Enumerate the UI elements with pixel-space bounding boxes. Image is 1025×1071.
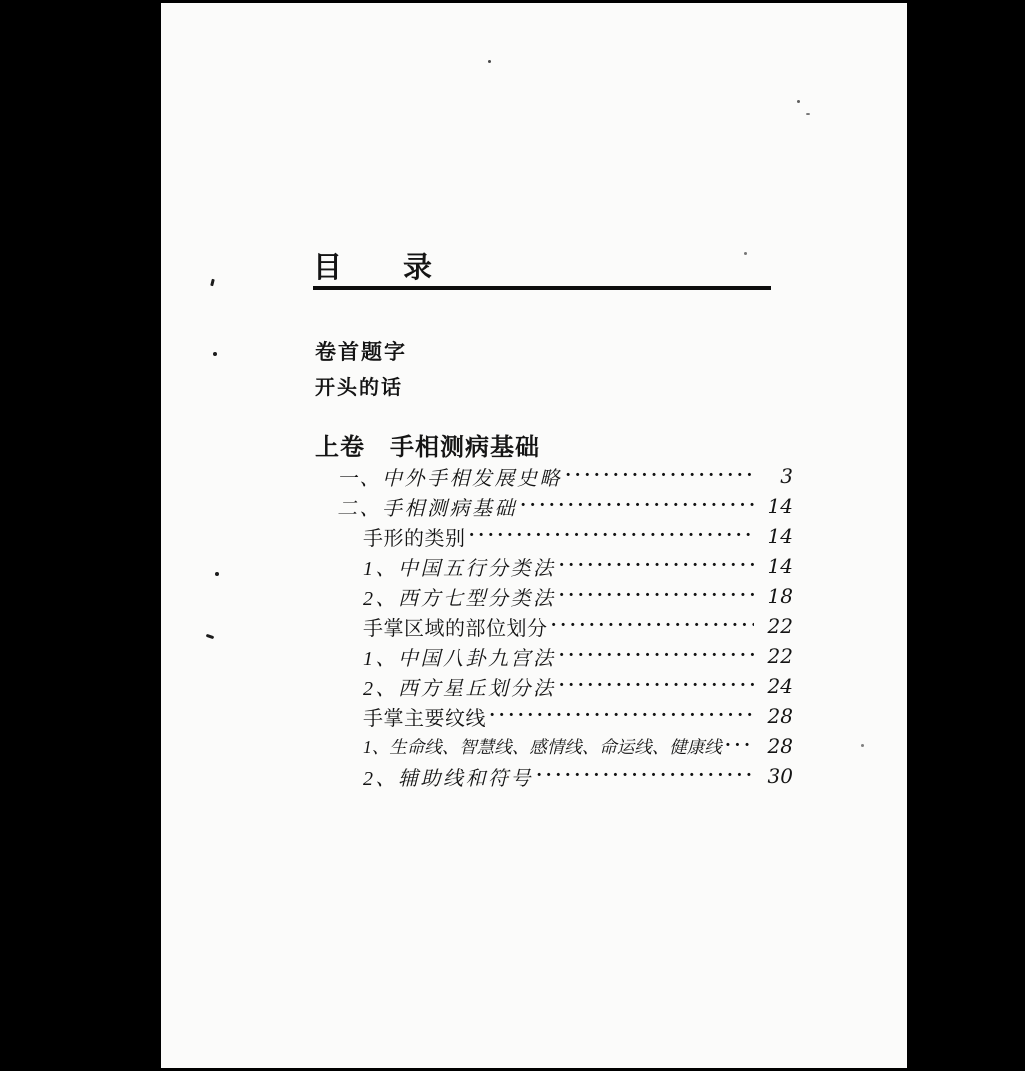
toc-entry xyxy=(337,731,793,761)
toc-entry-label: 1、生命线、智慧线、感情线、命运线、健康线 xyxy=(363,736,722,757)
toc-page-number: 18 xyxy=(767,584,793,608)
toc-entry-label: 2、西方七型分类法 xyxy=(363,587,556,610)
toc-page-number: 14 xyxy=(767,524,793,548)
toc-page-number: 14 xyxy=(767,554,793,578)
scan-noise-speck xyxy=(861,744,864,747)
toc-entry-label: 手掌主要纹线 xyxy=(363,707,486,730)
toc-entry xyxy=(337,461,793,491)
toc-leader-dots xyxy=(559,641,755,671)
toc-page-number: 3 xyxy=(780,464,793,488)
toc-entry xyxy=(337,761,793,791)
toc-entry-label: 手掌区域的部位划分 xyxy=(363,617,548,640)
toc-entry xyxy=(337,701,793,731)
toc-entry xyxy=(337,551,793,581)
toc-entry-label: 2、辅助线和符号 xyxy=(363,767,533,790)
toc-leader-dots xyxy=(559,551,755,581)
toc-entry-label: 二、手相测病基础 xyxy=(337,497,517,520)
scan-noise-speck xyxy=(744,252,747,255)
scan-noise-speck xyxy=(797,100,800,103)
toc-page-number: 22 xyxy=(767,644,793,668)
table-of-contents xyxy=(337,461,793,791)
part-heading: 上卷 手相测病基础 xyxy=(315,434,540,461)
toc-leader-dots xyxy=(725,731,754,761)
toc-entry xyxy=(337,671,793,701)
toc-entry xyxy=(337,641,793,671)
toc-leader-dots xyxy=(489,701,754,731)
toc-page-number: 14 xyxy=(767,494,793,518)
toc-page-number: 30 xyxy=(767,764,793,788)
book-page xyxy=(161,3,907,1068)
scan-noise-speck xyxy=(488,60,491,63)
toc-entry-label: 1、中国五行分类法 xyxy=(363,557,556,580)
toc-entry xyxy=(337,611,793,641)
scan-noise-speck xyxy=(210,279,215,287)
toc-page-number: 24 xyxy=(767,674,793,698)
toc-entry xyxy=(337,581,793,611)
toc-leader-dots xyxy=(536,761,754,791)
toc-entry xyxy=(337,491,793,521)
toc-page-number: 28 xyxy=(767,734,793,758)
toc-entry-label: 手形的类别 xyxy=(363,527,466,550)
toc-leader-dots xyxy=(520,491,754,521)
toc-entry-label: 一、中外手相发展史略 xyxy=(337,467,562,490)
page-title: 目 录 xyxy=(313,251,771,290)
toc-leader-dots xyxy=(565,461,754,491)
toc-leader-dots xyxy=(559,581,755,611)
toc-leader-dots xyxy=(551,611,755,641)
toc-page-number: 28 xyxy=(767,704,793,728)
toc-page-number: 22 xyxy=(767,614,793,638)
scan-noise-speck xyxy=(213,352,217,356)
front-matter-item: 开头的话 xyxy=(315,377,403,399)
toc-leader-dots xyxy=(469,521,755,551)
toc-leader-dots xyxy=(559,671,755,701)
scan-noise-speck xyxy=(806,113,810,115)
scan-noise-speck xyxy=(215,572,219,576)
toc-entry-label: 1、中国八卦九宫法 xyxy=(363,647,556,670)
toc-entry-label: 2、西方星丘划分法 xyxy=(363,677,556,700)
front-matter-item: 卷首题字 xyxy=(315,341,407,364)
scan-noise-speck xyxy=(206,634,215,639)
toc-entry xyxy=(337,521,793,551)
